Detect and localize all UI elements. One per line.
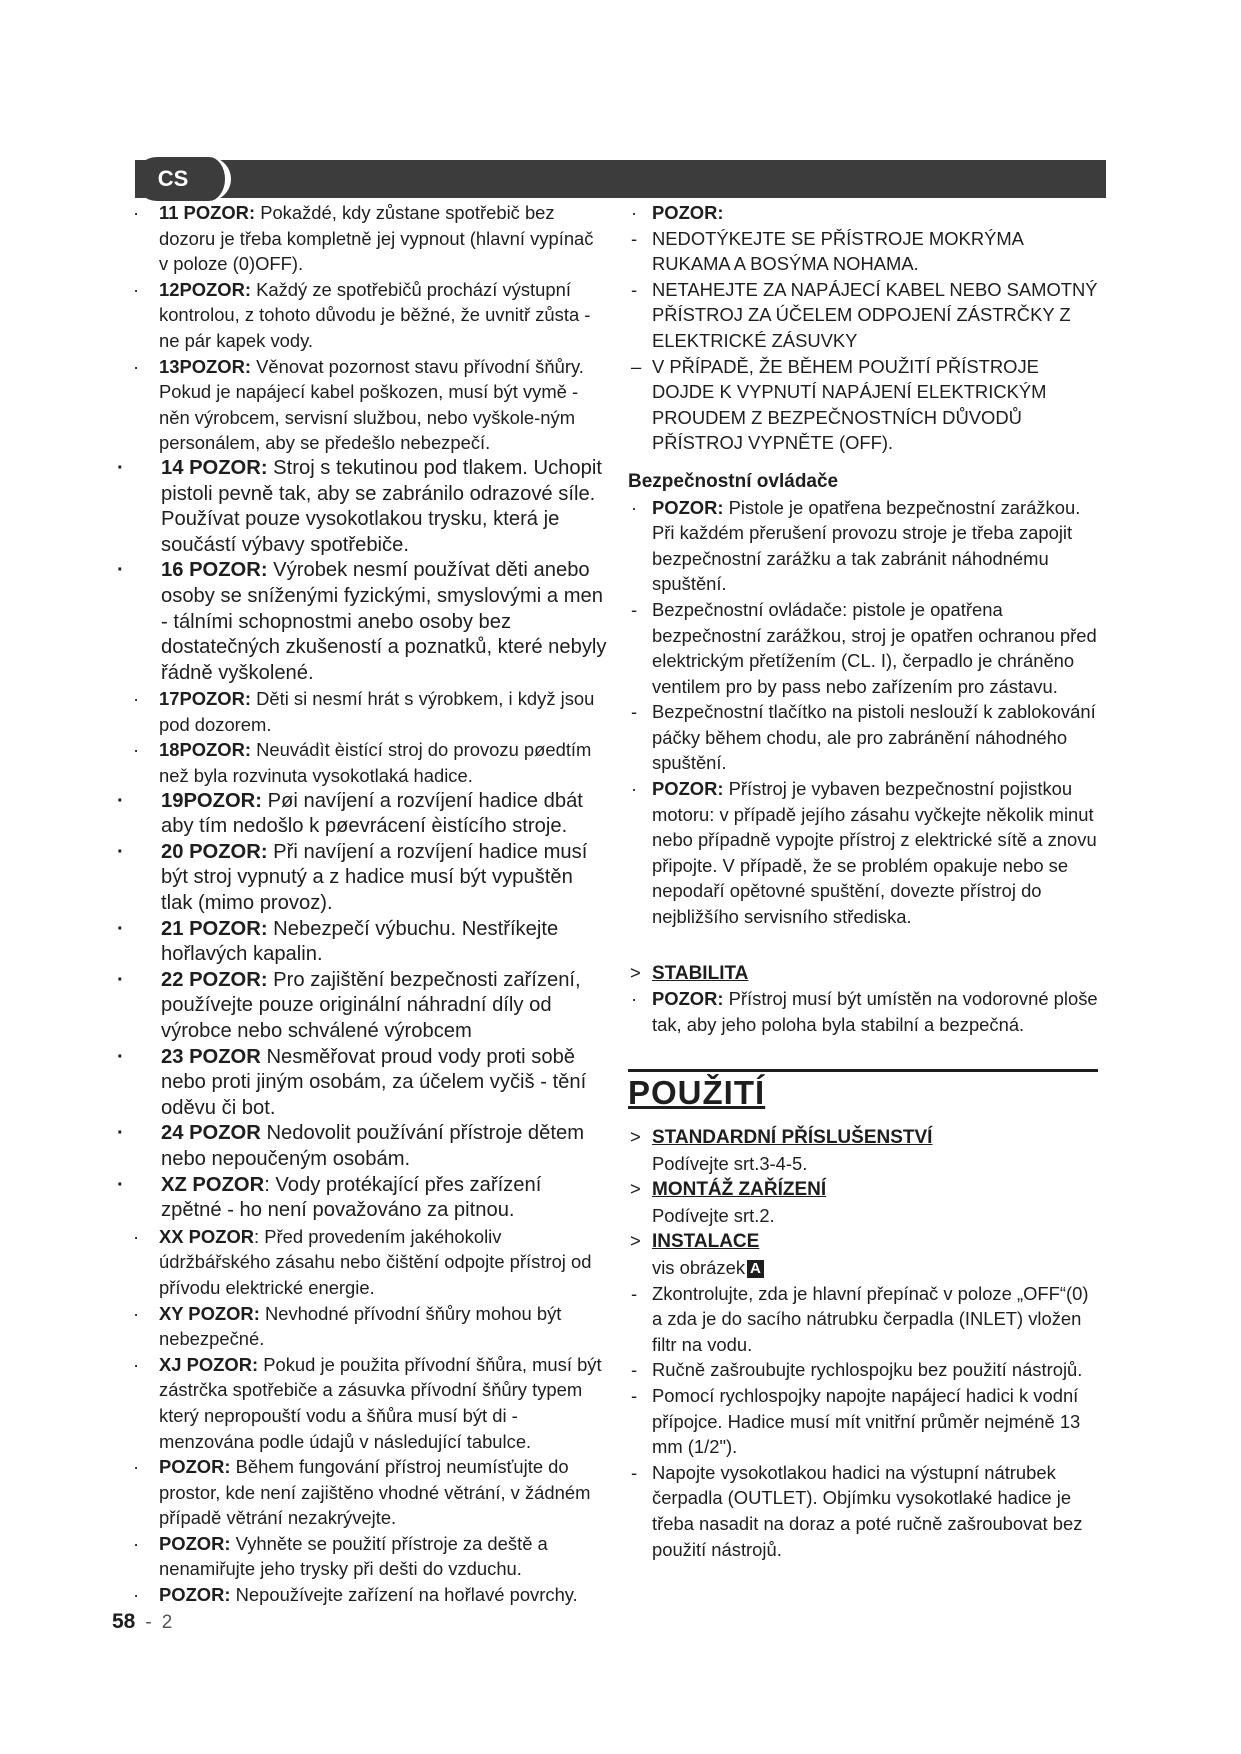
warning-item: · XY POZOR: Nevhodné přívodní šňůry mohou být nebezpečné. [133, 1302, 562, 1350]
warning-item: · 16 POZOR: Výrobek nesmí používat děti anebo osoby se sníženými fyzickými, smyslovými a men - tálními schopnostmi anebo osoby bez dostatečných zkušeností a poznatků, které nebyly řádně vyškolené. [117, 559, 607, 684]
warning-item: · POZOR: Nepoužívejte zařízení na hořlavé povrchy. [133, 1584, 578, 1606]
warning-item: · 24 POZOR Nedovolit používání přístroje dětem nebo nepoučeným osobám. [117, 1122, 585, 1170]
install-heading: > INSTALACE [630, 1230, 760, 1253]
warning-item: · 18POZOR: Neuvádìt èistící stroj do provozu pøedtím než byla rozvinuta vysokotlaká hadice. [133, 739, 592, 787]
warning-item: · XJ POZOR: Pokud je použita přívodní šňůra, musí být zástrčka spotřebiče a zásuvka přívodní šňůry typem který nepropouští vodu a šňůra musí být di - menzována podle údajů v následující tabulce. [133, 1353, 602, 1452]
warning-caps: - NEDOTÝKEJTE SE PŘÍSTROJE MOKRÝMA RUKAMA A BOSÝMA NOHAMA. [631, 227, 1023, 275]
warning-item: · 22 POZOR: Pro zajištění bezpečnosti zařízení, používejte pouze originální náhradní díly od výrobce nebo schválené výrobcem [117, 968, 581, 1042]
header-bar [135, 160, 1106, 198]
install-step: - Zkontrolujte, zda je hlavní přepínač v poloze „OFF“(0) a zda je do sacího nátrubku čerpadla (INLET) vložen filtr na vodu. [631, 1282, 1089, 1355]
install-text: vis obrázek A [628, 1255, 1098, 1281]
warning-item: · 17POZOR: Děti si nesmí hrát s výrobkem, i když jsou pod dozorem. [133, 688, 595, 735]
safety-item: · POZOR: Přístroj je vybaven bezpečnostní pojistkou motoru: v případě jejího zásahu vyčkejte několik minut nebo případně vypojte přístroj z elektrické sítě a znovu připojte. V případě, že se problém opakuje nebo se nepodaří opětovné spuštění, dovezte přístroj do nejbližšího servisního střediska. [631, 778, 1097, 928]
warning-item: · 13POZOR: Věnovat pozornost stavu přívodní šňůry. Pokud je napájecí kabel poškozen, musí být vymě - něn výrobcem, servisní službou, nebo vyškole-ným personálem, aby se předešlo nebezpečí. [133, 355, 584, 454]
safety-item: - Bezpečnostní ovládače: pistole je opatřena bezpečnostní zarážkou, stroj je opatřen ochranou před elektrickým přetížením (CL. I), čerpadlo je chráněno ventilem pro by pass nebo zařízením pro zástavu. [631, 598, 1097, 697]
warning-item: · 23 POZOR Nesměřovat proud vody proti sobě nebo proti jiným osobám, za účelem vyčiš - tění oděvu či bot. [117, 1045, 587, 1119]
right-column [628, 200, 1098, 1562]
language-badge: CS [135, 157, 231, 201]
install-step: - Pomocí rychlospojky napojte napájecí hadici k vodní přípojce. Hadice musí mít vnitřní průměr nejméně 13 mm (1/2"). [631, 1384, 1081, 1458]
page-number: 58 - 2 [112, 1610, 173, 1633]
warning-item: · POZOR: Během fungování přístroj neumísťujte do prostor, kde není zajištěno vhodné větrání, v žádném případě větrání nezakrývejte. [133, 1456, 591, 1529]
warning-item: · POZOR: Vyhněte se použití přístroje za deště a nenamiřujte jeho trysky při dešti do vzduchu. [133, 1532, 548, 1580]
warning-item: · 20 POZOR: Při navíjení a rozvíjení hadice musí být stroj vypnutý a z hadice musí být vypuštěn tlak (mimo provoz). [117, 840, 588, 915]
safety-item: - Bezpečnostní tlačítko na pistoli neslouží k zablokování páčky během chodu, ale pro zabránění náhodného spuštění. [631, 701, 1096, 774]
stability-heading: > STABILITA [630, 961, 749, 984]
accessories-text: Podívejte srt.3-4-5. [652, 1152, 808, 1174]
warning-item: · XZ POZOR: Vody protékající přes zařízení zpětné - ho není považováno za pitnou. [117, 1173, 542, 1222]
warning-caps: – V PŘÍPADĚ, ŽE BĚHEM POUŽITÍ PŘÍSTROJE DOJDE K VYPNUTÍ NAPÁJENÍ ELEKTRICKÝM PROUDEM Z BEZPEČNOSTNÍCH DŮVODŮ PŘÍSTROJ VYPNĚTE (OFF). [631, 355, 1047, 454]
safety-item: · POZOR: Pistole je opatřena bezpečnostní zarážkou. Při každém přerušení provozu stroje je třeba zapojit bezpečnostní zarážku a tak zabránit náhodnému spuštění. [631, 496, 1081, 595]
left-column [117, 200, 607, 1608]
warning-item: · 12POZOR: Každý ze spotřebičů prochází výstupní kontrolou, z tohoto důvodu je běžné, že uvnitř zůsta - ne pár kapek vody. [133, 278, 591, 351]
mount-heading: > MONTÁŽ ZAŘÍZENÍ [630, 1178, 827, 1201]
mount-text: Podívejte srt.2. [652, 1204, 775, 1226]
usage-title: POUŽITÍ [628, 1074, 766, 1112]
stability-item: · POZOR: Přístroj musí být umístěn na vodorovné ploše tak, aby jeho poloha byla stabilní a bezpečná. [631, 988, 1098, 1035]
section-rule [628, 1069, 1098, 1072]
warning-item: · 14 POZOR: Stroj s tekutinou pod tlakem. Uchopit pistoli pevně tak, aby se zabránilo odrazové síle. Používat pouze vysokotlakou trysku, která je součástí výbavy spotřebiče. [117, 456, 602, 556]
warning-item: · XX POZOR: Před provedením jakéhokoliv údržbářského zásahu nebo čištění odpojte přístroj od přívodu elektrické energie. [133, 1225, 592, 1298]
warning-item: · 11 POZOR: Pokaždé, kdy zůstane spotřebič bez dozoru je třeba kompletně jej vypnout (hlavní vypínač v poloze (0)OFF). [133, 202, 594, 275]
figure-a-badge: A [747, 1260, 764, 1278]
warning-item: · 21 POZOR: Nebezpečí výbuchu. Nestříkejte hořlavých kapalin. [117, 917, 559, 966]
install-step: - Ručně zašroubujte rychlospojku bez použití nástrojů. [631, 1359, 1083, 1381]
warning-item: · 19POZOR: Pøi navíjení a rozvíjení hadice dbát aby tím nedošlo k pøevrácení èistícího stroje. [117, 789, 583, 838]
safety-title: Bezpečnostní ovládače [628, 470, 839, 492]
accessories-heading: > STANDARDNÍ PŘÍSLUŠENSTVÍ [630, 1126, 933, 1148]
install-step: - Napojte vysokotlakou hadici na výstupní nátrubek čerpadla (OUTLET). Objímku vysokotlaké hadice je třeba nasadit na doraz a poté ručně zašroubovat bez použití nástrojů. [631, 1461, 1083, 1560]
pozor-heading: · POZOR: [631, 202, 724, 223]
warning-caps: - NETAHEJTE ZA NAPÁJECÍ KABEL NEBO SAMOTNÝ PŘÍSTROJ ZA ÚČELEM ODPOJENÍ ZÁSTRČKY Z ELEKTRICKÉ ZÁSUVKY [631, 278, 1098, 351]
